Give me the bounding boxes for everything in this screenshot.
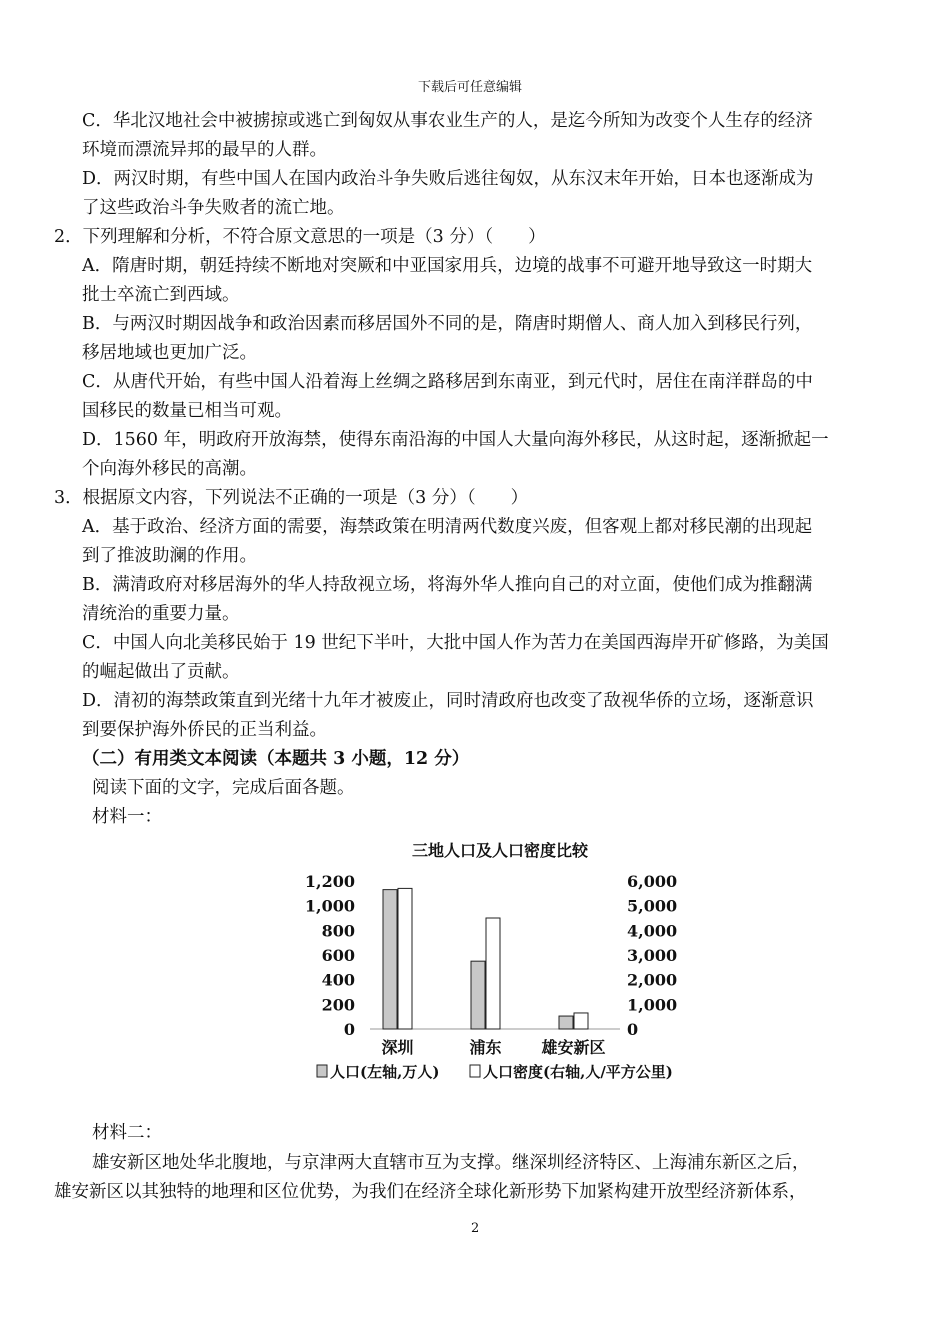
text-line: 雄安新区地处华北腹地，与京津两大直辖市互为支撑。继深圳经济特区、上海浦东新区之后， — [92, 1153, 810, 1173]
left-tick-label: 1,000 — [304, 896, 355, 916]
right-tick-label: 4,000 — [627, 921, 678, 941]
right-tick-label: 6,000 — [627, 872, 678, 891]
text-line: D．1560 年，明政府开放海禁，使得东南沿海的中国人大量向海外移民，从这时起，逐渐掀起一 — [82, 430, 829, 450]
legend-label-density: 人口密度(右轴,人/平方公里) — [483, 1063, 673, 1081]
question-stem: 3．根据原文内容，下列说法不正确的一项是（3 分）（ ） — [54, 488, 529, 508]
text-line: B．满清政府对移居海外的华人持敌视立场，将海外华人推向自己的对立面，使他们成为推翻满 — [82, 575, 813, 595]
left-tick-label: 800 — [321, 921, 355, 941]
bar-density — [574, 1013, 588, 1029]
material-label: 材料二： — [92, 1123, 162, 1143]
text-line: A．隋唐时期，朝廷持续不断地对突厥和中亚国家用兵，边境的战事不可避开地导致这一时期大 — [82, 256, 813, 276]
right-tick-label: 5,000 — [627, 896, 678, 916]
legend-swatch-density — [470, 1065, 480, 1077]
bar-density — [486, 918, 500, 1029]
text-line: B．与两汉时期因战争和政治因素而移居国外不同的是，隋唐时期僧人、商人加入到移民行列， — [82, 314, 813, 334]
left-tick-label: 200 — [321, 995, 355, 1015]
left-tick-label: 400 — [321, 970, 355, 990]
text-line: 清统治的重要力量。 — [82, 604, 240, 624]
category-label: 浦东 — [469, 1038, 502, 1057]
category-label: 深圳 — [381, 1038, 414, 1057]
text-line: 移居地域也更加广泛。 — [82, 343, 257, 363]
text-line: 阅读下面的文字，完成后面各题。 — [92, 778, 355, 798]
legend-label-population: 人口(左轴,万人) — [330, 1063, 440, 1081]
right-tick-label: 1,000 — [627, 995, 678, 1015]
text-line: 国移民的数量已相当可观。 — [82, 401, 292, 421]
text-line: C．从唐代开始，有些中国人沿着海上丝绸之路移居到东南亚，到元代时，居住在南洋群岛的中 — [82, 372, 813, 392]
text-line: A．基于政治、经济方面的需要，海禁政策在明清两代数度兴废，但客观上都对移民潮的出现起 — [82, 517, 813, 537]
chart-title: 三地人口及人口密度比较 — [411, 841, 589, 860]
question-stem: 2．下列理解和分析，不符合原文意思的一项是（3 分）（ ） — [54, 227, 546, 247]
left-tick-label: 600 — [321, 946, 355, 965]
text-line: D．清初的海禁政策直到光绪十九年才被废止，同时清政府也改变了敌视华侨的立场，逐渐意识 — [82, 691, 814, 711]
category-label: 雄安新区 — [541, 1038, 606, 1057]
bar-population — [559, 1016, 573, 1029]
bars — [383, 888, 588, 1029]
text-line: 雄安新区以其独特的地理和区位优势，为我们在经济全球化新形势下加紧构建开放型经济新体系， — [54, 1182, 807, 1202]
left-tick-label: 1,200 — [304, 872, 355, 891]
text-line: 个向海外移民的高潮。 — [82, 459, 257, 479]
right-tick-label: 2,000 — [627, 970, 678, 990]
text-line: 环境而漂流异邦的最早的人群。 — [82, 140, 327, 160]
bar-population — [383, 890, 397, 1029]
legend-swatch-population — [317, 1065, 327, 1077]
text-line: 到了推波助澜的作用。 — [82, 546, 257, 566]
text-line: C．华北汉地社会中被掳掠或逃亡到匈奴从事农业生产的人，是迄今所知为改变个人生存的经济 — [82, 111, 813, 131]
legend — [317, 1063, 673, 1081]
left-axis-ticks — [305, 872, 355, 1039]
section-heading: （二）有用类文本阅读（本题共 3 小题，12 分） — [82, 749, 470, 769]
category-labels — [381, 1038, 605, 1057]
text-line: D．两汉时期，有些中国人在国内政治斗争失败后逃往匈奴，从东汉末年开始，日本也逐渐成为 — [82, 169, 814, 189]
right-axis-ticks — [627, 872, 677, 1039]
page-number: 2 — [471, 1221, 480, 1236]
bar-population — [471, 961, 485, 1029]
text-line: 到要保护海外侨民的正当利益。 — [82, 720, 327, 740]
population-chart — [300, 826, 700, 1090]
text-line: 的崛起做出了贡献。 — [82, 662, 240, 682]
bar-density — [398, 888, 412, 1029]
material-label: 材料一： — [92, 807, 162, 827]
right-tick-label: 0 — [627, 1020, 639, 1039]
left-tick-label: 0 — [343, 1020, 355, 1039]
right-tick-label: 3,000 — [627, 946, 678, 965]
page-header-note: 下载后可任意编辑 — [418, 80, 523, 95]
text-line: C．中国人向北美移民始于 19 世纪下半叶，大批中国人作为苦力在美国西海岸开矿修路，为美国 — [82, 633, 829, 653]
text-line: 批士卒流亡到西域。 — [82, 285, 240, 305]
text-line: 了这些政治斗争失败者的流亡地。 — [82, 198, 345, 218]
